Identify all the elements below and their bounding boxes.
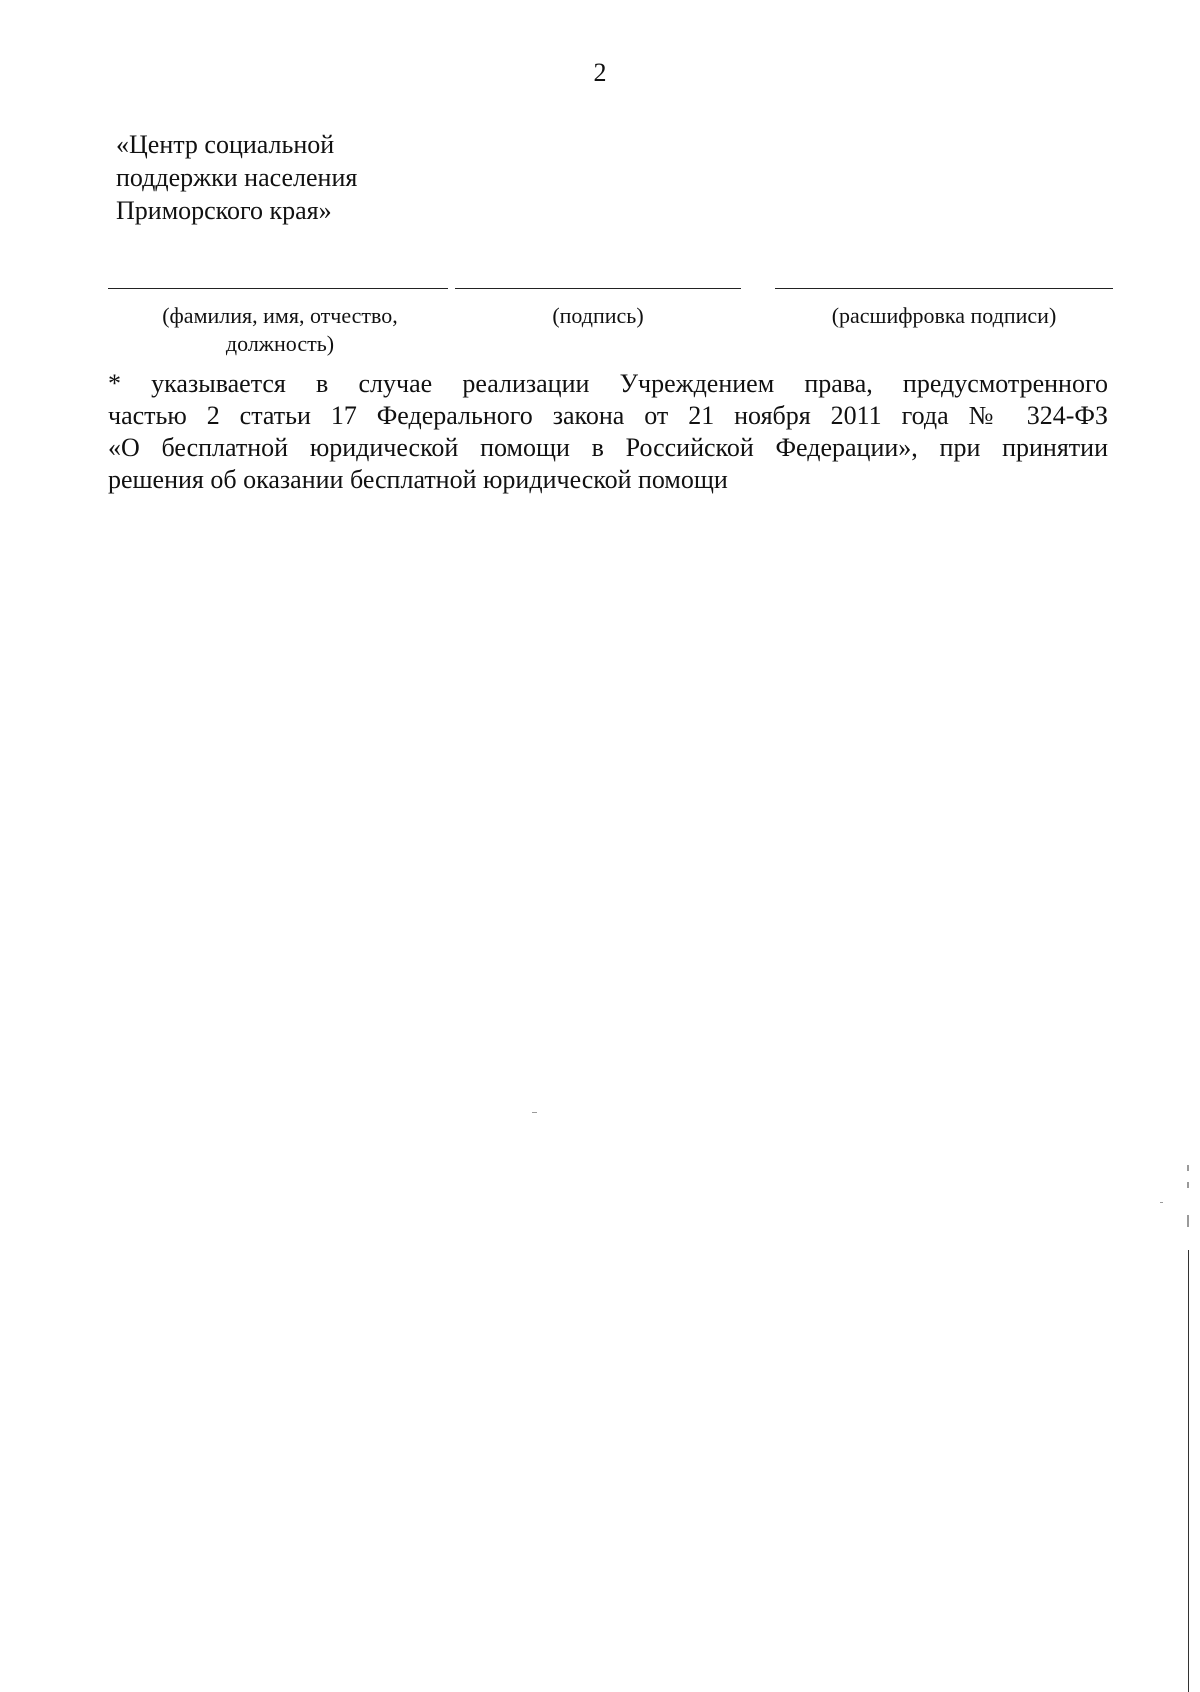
scan-artifact [1160,1202,1163,1203]
footnote-line: * указывается в случае реализации Учреждением права, предусмотренного [108,369,1108,398]
scan-artifact [532,1112,537,1113]
scan-artifact [1187,1165,1189,1171]
footnote-line: решения об оказании бесплатной юридической помощи [108,465,728,494]
organization-name-line: поддержки населения [116,163,358,192]
name-position-underline [108,288,448,289]
name-position-caption [120,302,440,358]
organization-name-line: Приморского края» [116,196,332,225]
footnote-line: «О бесплатной юридической помощи в Российской Федерации», при принятии [108,433,1108,462]
scan-artifact [1187,1182,1189,1188]
scan-edge-line [1188,1250,1189,1692]
signature-decryption-underline [775,288,1113,289]
scan-artifact [1187,1215,1189,1227]
caption-line: должность) [225,331,335,356]
footnote [108,368,1108,496]
caption-line: (фамилия, имя, отчество, [162,303,398,328]
organization-name-line: «Центр социальной [116,130,335,159]
page-number: 2 [593,58,607,87]
footnote-line: частью 2 статьи 17 Федерального закона от 21 ноября 2011 года № 324-ФЗ [108,401,1108,430]
signature-caption: (подпись) [552,303,644,328]
signature-underline [455,288,741,289]
organization-name [116,128,716,227]
signature-decryption-caption: (расшифровка подписи) [831,303,1057,328]
